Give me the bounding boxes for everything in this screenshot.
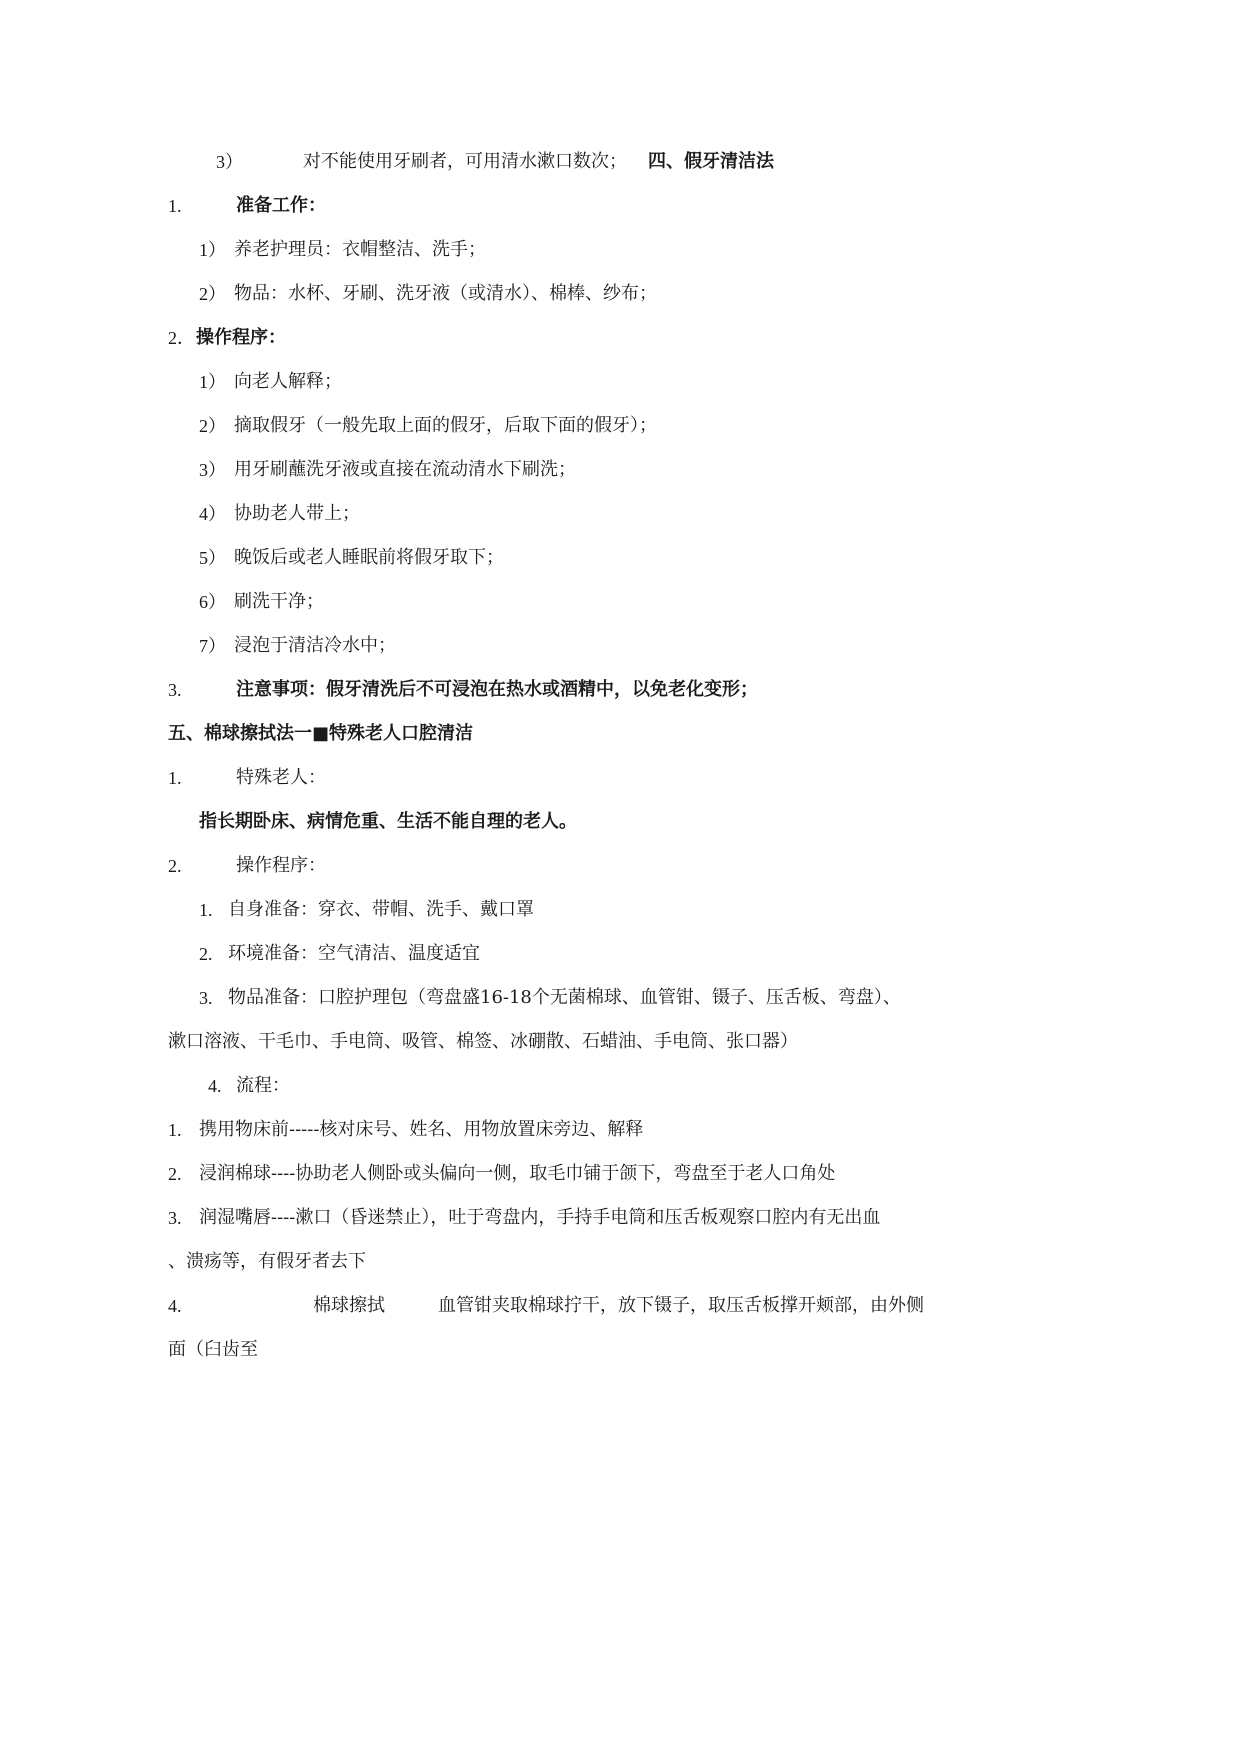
list-marker: 4. (168, 1296, 182, 1316)
list-marker: 1） (199, 240, 226, 260)
line-text: 润湿嘴唇----漱口（昏迷禁止），吐于弯盘内，手持手电筒和压舌板观察口腔内有无出血 (199, 1207, 881, 1228)
list-marker: 2） (199, 284, 226, 304)
list-marker: 5） (199, 548, 226, 568)
line-text: 摘取假牙（一般先取上面的假牙，后取下面的假牙）； (234, 415, 657, 436)
section-heading: 五、棉球擦拭法一■特殊老人口腔清洁 (168, 723, 474, 744)
line-text: 浸润棉球----协助老人侧卧或头偏向一侧，取毛巾铺于颌下，弯盘至于老人口角处 (199, 1163, 836, 1184)
definition-text: 指长期卧床、病情危重、生活不能自理的老人。 (199, 811, 577, 832)
list-marker: 1） (199, 372, 226, 392)
list-marker: 3） (199, 460, 226, 480)
list-marker: 2. (199, 944, 213, 964)
list-marker: 4. (208, 1076, 222, 1096)
list-marker: 1. (199, 900, 213, 920)
line-text: 环境准备：空气清洁、温度适宜 (228, 943, 480, 964)
line-text: 对不能使用牙刷者，可用清水漱口数次； (303, 151, 627, 172)
line-text: 操作程序： (236, 855, 326, 876)
list-marker: 2） (199, 416, 226, 436)
line-text: 血管钳夹取棉球拧干，放下镊子，取压舌板撑开颊部，由外侧 (438, 1295, 924, 1316)
line-text: 流程： (236, 1075, 290, 1096)
list-marker: 3. (199, 988, 213, 1008)
list-marker: 3） (216, 152, 243, 172)
line-text: 特殊老人： (236, 767, 326, 788)
list-marker: 1. (168, 1120, 182, 1140)
note-text: 注意事项：假牙清洗后不可浸泡在热水或酒精中，以免老化变形； (236, 679, 758, 700)
line-text: 养老护理员：衣帽整洁、洗手； (234, 239, 486, 260)
list-marker: 1. (168, 196, 182, 216)
line-text: 浸泡于清洁冷水中； (234, 635, 396, 656)
line-text: 、溃疡等，有假牙者去下 (168, 1251, 366, 1272)
line-text: 协助老人带上； (234, 503, 360, 524)
section-heading: 四、假牙清洁法 (648, 151, 774, 172)
line-text: 携用物床前-----核对床号、姓名、用物放置床旁边、解释 (199, 1119, 644, 1140)
line-text: 物品准备：口腔护理包（弯盘盛16-18个无菌棉球、血管钳、镊子、压舌板、弯盘）、 (228, 987, 901, 1008)
line-text: 晚饭后或老人睡眠前将假牙取下； (234, 547, 504, 568)
list-marker: 7） (199, 636, 226, 656)
line-text: 用牙刷蘸洗牙液或直接在流动清水下刷洗； (234, 459, 576, 480)
list-marker: 4） (199, 504, 226, 524)
list-marker: 2. (168, 1164, 182, 1184)
list-marker: 2. (168, 856, 182, 876)
subheading: 操作程序： (196, 327, 286, 348)
line-text: 面（臼齿至 (168, 1339, 258, 1360)
step-label: 棉球擦拭 (313, 1295, 385, 1316)
list-marker: 2． (168, 328, 195, 348)
list-marker: 3. (168, 1208, 182, 1228)
line-text: 物品：水杯、牙刷、洗牙液（或清水）、棉棒、纱布； (234, 283, 657, 304)
list-marker: 3. (168, 680, 182, 700)
line-text: 向老人解释； (234, 371, 342, 392)
list-marker: 6） (199, 592, 226, 612)
line-text: 漱口溶液、干毛巾、手电筒、吸管、棉签、冰硼散、石蜡油、手电筒、张口器） (168, 1031, 798, 1052)
list-marker: 1. (168, 768, 182, 788)
line-text: 刷洗干净； (234, 591, 324, 612)
line-text: 自身准备：穿衣、带帽、洗手、戴口罩 (228, 899, 534, 920)
subheading: 准备工作： (236, 195, 326, 216)
